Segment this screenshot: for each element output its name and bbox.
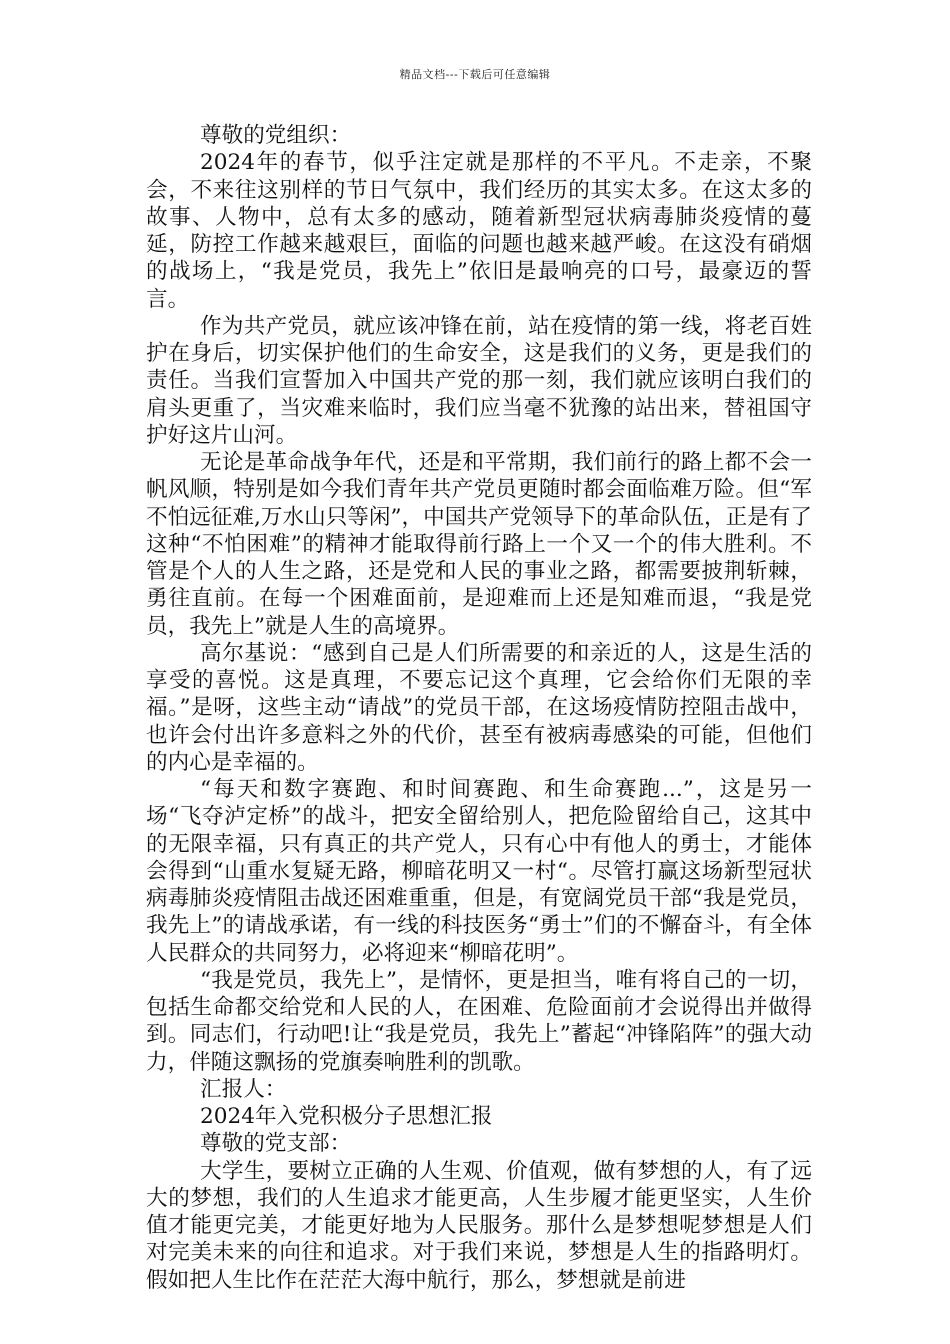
reporter-line: 汇报人： bbox=[200, 1076, 287, 1102]
salutation: 尊敬的党组织： bbox=[200, 123, 352, 148]
paragraph-3: 无论是革命战争年代，还是和平常期，我们前行的路上都不会一帆风顺，特别是如今我们青年共产党员更随时都会面临难万险。但“军不怕远征难,万水山只等闲”，中国共产党领导下的革命队伍，正是有了这种“不怕困难”的精神才能取得前行路上一个又一个的伟大胜利。不管是个人的人生之路，还是党和人民的事业之路，都需要披荆斩棘，勇往直前。在每一个困难面前，是迎难而上还是知难而退，“我是党员，我先上”就是人生的高境界。 bbox=[146, 450, 812, 639]
paragraph-5: “每天和数字赛跑、和时间赛跑、和生命赛跑...”，这是另一场“飞夺泸定桥”的战斗，把安全留给别人，把危险留给自己，这其中的无限幸福，只有真正的共产党人，只有心中有他人的勇士，才能体会得到“山重水复疑无路，柳暗花明又一村“。尽管打赢这场新型冠状病毒肺炎疫情阻击战还困难重重，但是，有宽阔党员干部“我是党员，我先上”的请战承诺，有一线的科技医务“勇士”们的不懈奋斗，有全体人民群众的共同努力，必将迎来“柳暗花明”。 bbox=[146, 777, 812, 966]
paragraph-2: 作为共产党员，就应该冲锋在前，站在疫情的第一线，将老百姓护在身后，切实保护他们的生命安全，这是我们的义务，更是我们的责任。当我们宣誓加入中国共产党的那一刻，我们就应该明白我们的肩头更重了，当灾难来临时，我们应当毫不犹豫的站出来，替祖国守护好这片山河。 bbox=[146, 313, 812, 448]
second-salutation: 尊敬的党支部： bbox=[200, 1131, 352, 1157]
second-paragraph: 大学生，要树立正确的人生观、价值观，做有梦想的人，有了远大的梦想，我们的人生追求才能更高，人生步履才能更坚实，人生价值才能更完美，才能更好地为人民服务。那什么是梦想呢梦想是人们对完美未来的向往和追求。对于我们来说，梦想是人生的指路明灯。假如把人生比作在茫茫大海中航行，那么，梦想就是前进 bbox=[146, 1158, 812, 1293]
document-body bbox=[146, 122, 812, 1294]
paragraph-4: 高尔基说：“感到自己是人们所需要的和亲近的人，这是生活的享受的喜悦。这是真理，不要忘记这个真理，它会给你们无限的幸福。”是呀，这些主动“请战”的党员干部，在这场疫情防控阻击战中，也许会付出许多意料之外的代价，甚至有被病毒感染的可能，但他们的内心是幸福的。 bbox=[146, 640, 812, 775]
paragraph-1: 2024年的春节，似乎注定就是那样的不平凡。不走亲，不聚会，不来往这别样的节日气氛中，我们经历的其实太多。在这太多的故事、人物中，总有太多的感动，随着新型冠状病毒肺炎疫情的蔓延，防控工作越来越艰巨，面临的问题也越来越严峻。在这没有硝烟的战场上，“我是党员，我先上”依旧是最响亮的口号，最豪迈的誓言。 bbox=[146, 150, 812, 312]
paragraph-6: “我是党员，我先上”，是情怀，更是担当，唯有将自己的一切，包括生命都交给党和人民的人，在困难、危险面前才会说得出并做得到。同志们，行动吧!让“我是党员，我先上”蓄起“冲锋陷阵”的强大动力，伴随这飘扬的党旗奏响胜利的凯歌。 bbox=[146, 967, 812, 1075]
page-header: 精品文档---下载后可任意编辑 bbox=[399, 68, 551, 81]
second-report-title: 2024年入党积极分子思想汇报 bbox=[200, 1104, 493, 1129]
